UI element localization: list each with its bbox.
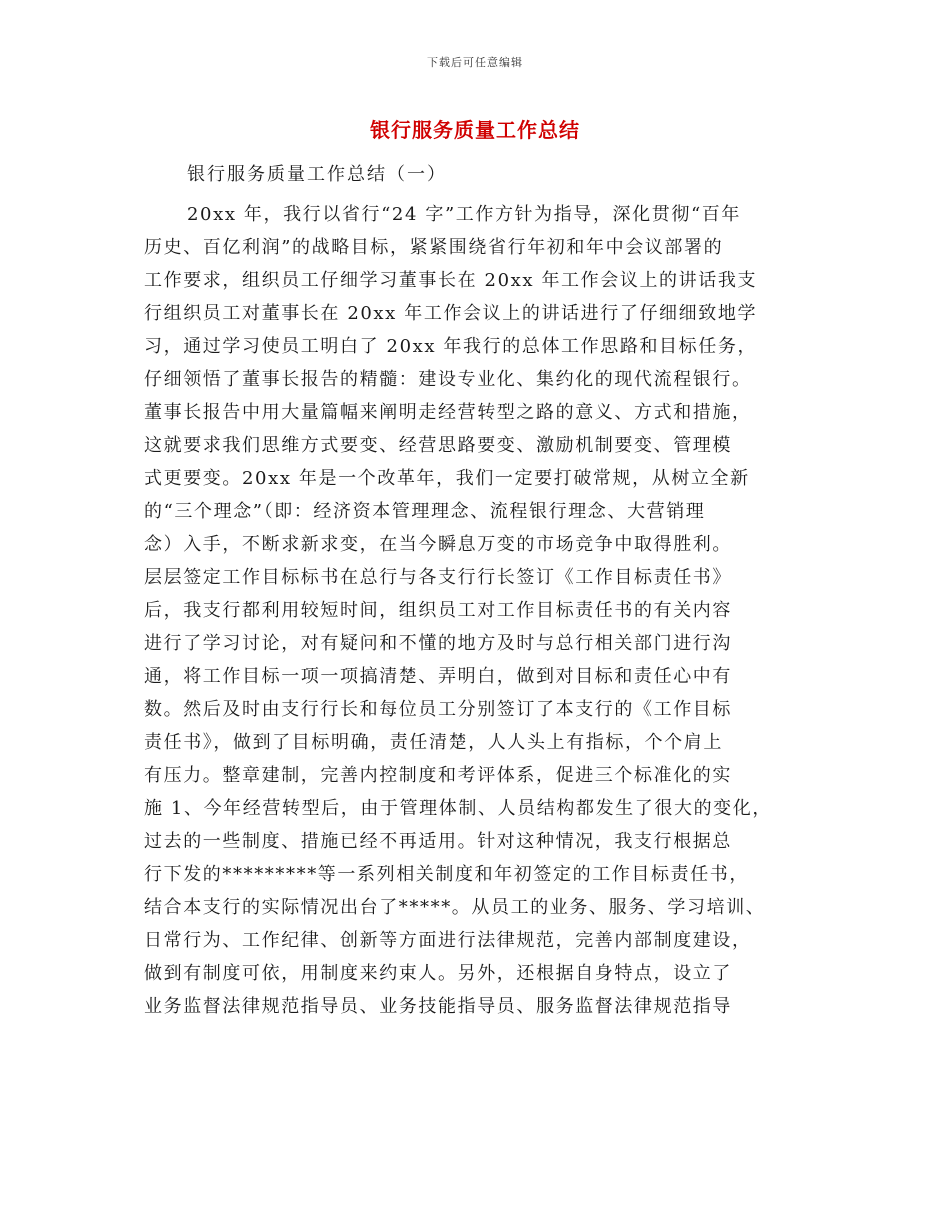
body-line: 董事长报告中用大量篇幅来阐明走经营转型之路的意义、方式和措施， [144,402,752,423]
body-line: 行组织员工对董事长在 20xx 年工作会议上的讲话进行了仔细细致地学 [144,303,758,324]
body-line: 做到有制度可依，用制度来约束人。另外，还根据自身特点，设立了 [144,963,732,984]
body-line: 结合本支行的实际情况出台了*****。从员工的业务、服务、学习培训、 [144,897,766,918]
document-body [144,198,834,1023]
body-line: 通，将工作目标一项一项搞清楚、弄明白，做到对目标和责任心中有 [144,666,732,687]
body-line: 数。然后及时由支行行长和每位员工分别签订了本支行的《工作目标 [144,699,732,720]
body-line: 层层签定工作目标标书在总行与各支行行长签订《工作目标责任书》 [144,567,732,588]
body-line: 日常行为、工作纪律、创新等方面进行法律规范，完善内部制度建设， [144,930,752,951]
body-line: 行下发的*********等一系列相关制度和年初签定的工作目标责任书， [144,864,749,885]
body-line: 念）入手，不断求新求变，在当今瞬息万变的市场竞争中取得胜利。 [144,534,732,555]
body-line: 式更要变。20xx 年是一个改革年，我们一定要打破常规，从树立全新 [144,468,750,489]
body-line: 后，我支行都利用较短时间，组织员工对工作目标责任书的有关内容 [144,600,732,621]
document-title: 银行服务质量工作总结 [370,118,580,142]
body-line: 责任书》，做到了目标明确，责任清楚，人人头上有指标，个个肩上 [144,732,723,753]
body-line: 业务监督法律规范指导员、业务技能指导员、服务监督法律规范指导 [144,996,732,1017]
header-note: 下载后可任意编辑 [427,56,523,69]
body-line: 的“三个理念”（即：经济资本管理理念、流程银行理念、大营销理 [144,501,706,522]
body-line: 工作要求，组织员工仔细学习董事长在 20xx 年工作会议上的讲话我支 [144,270,758,291]
body-line: 进行了学习讨论，对有疑问和不懂的地方及时与总行相关部门进行沟 [144,633,732,654]
body-line: 历史、百亿利润”的战略目标，紧紧围绕省行年初和年中会议部署的 [144,237,724,258]
body-line: 过去的一些制度、措施已经不再适用。针对这种情况，我支行根据总 [144,831,732,852]
body-line: 仔细领悟了董事长报告的精髓：建设专业化、集约化的现代流程银行。 [144,369,752,390]
document-subtitle: 银行服务质量工作总结（一） [187,164,447,185]
body-line: 习，通过学习使员工明白了 20xx 年我行的总体工作思路和目标任务， [144,336,758,357]
body-line: 20xx 年，我行以省行“24 字”工作方针为指导，深化贯彻“百年 [187,204,741,225]
body-line: 这就要求我们思维方式要变、经营思路要变、激励机制要变、管理模 [144,435,732,456]
body-line: 施 1、今年经营转型后，由于管理体制、人员结构都发生了很大的变化， [144,798,772,819]
body-line: 有压力。整章建制，完善内控制度和考评体系，促进三个标准化的实 [144,765,732,786]
